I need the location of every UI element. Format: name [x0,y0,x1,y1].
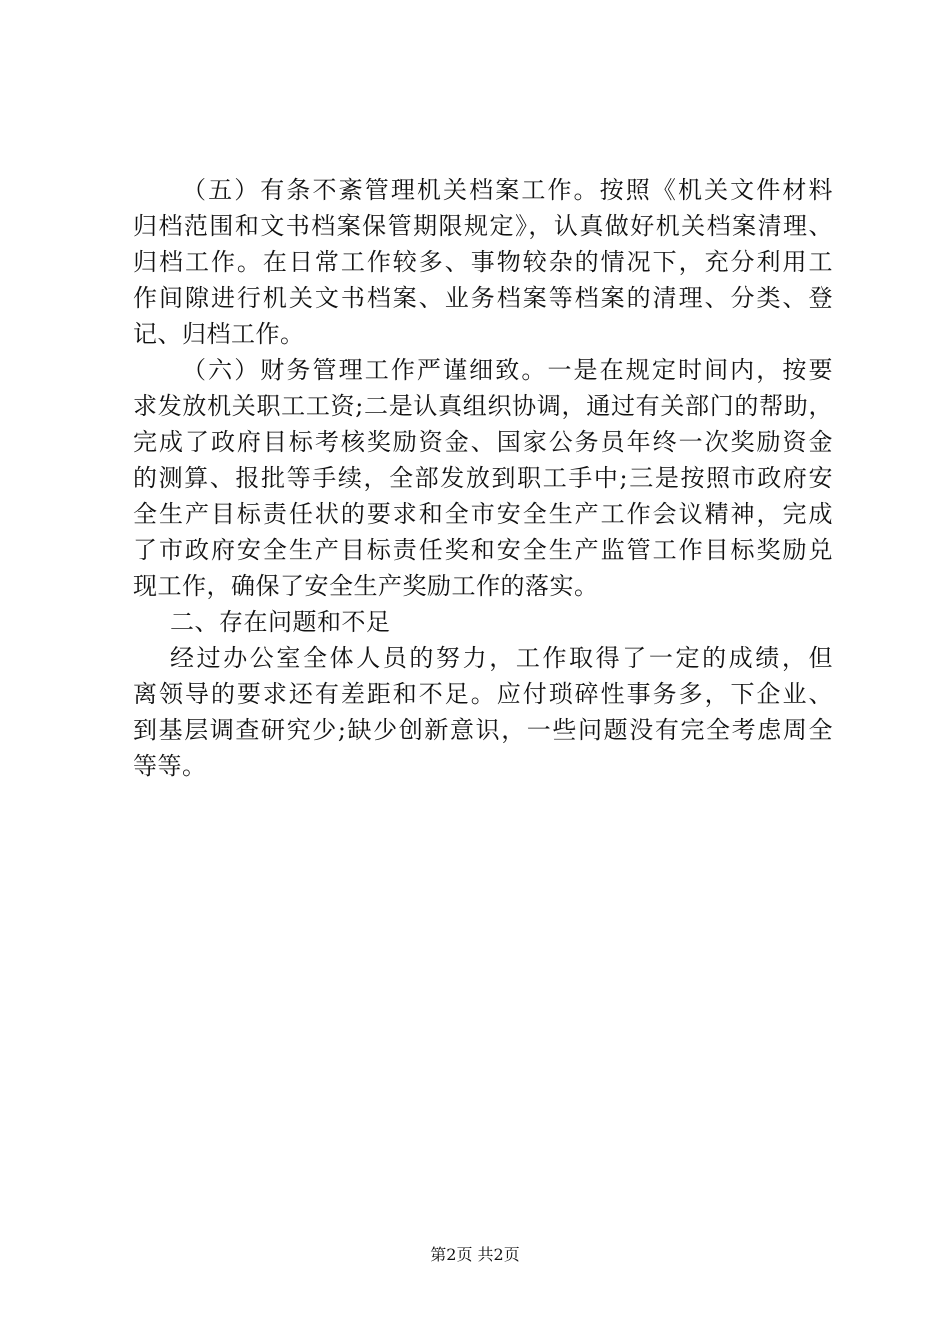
paragraph-line: 经过办公室全体人员的努力，工作取得了一定的成绩，但 [170,644,833,672]
paragraph-line: 归档工作。在日常工作较多、事物较杂的情况下，充分利用工 [133,248,833,276]
page-number-footer: 第2页 共2页 [430,1245,520,1264]
document-body [133,172,833,784]
paragraph-line: 求发放机关职工工资;二是认真组织协调，通过有关部门的帮助， [133,392,833,420]
paragraph-line: （五）有条不紊管理机关档案工作。按照《机关文件材料 [182,176,833,204]
paragraph-line: 完成了政府目标考核奖励资金、国家公务员年终一次奖励资金 [133,428,833,456]
paragraph-line: 的测算、报批等手续，全部发放到职工手中;三是按照市政府安 [133,464,833,492]
section-heading: 二、存在问题和不足 [170,608,391,636]
paragraph-line: 等等。 [133,752,207,780]
paragraph-line: 记、归档工作。 [133,320,305,348]
paragraph-line: 归档范围和文书档案保管期限规定》，认真做好机关档案清理、 [133,212,833,240]
paragraph-line: 了市政府安全生产目标责任奖和安全生产监管工作目标奖励兑 [133,536,833,564]
paragraph-line: 现工作，确保了安全生产奖励工作的落实。 [133,572,599,600]
paragraph-line: 到基层调查研究少;缺少创新意识，一些问题没有完全考虑周全 [133,716,833,744]
paragraph-line: 全生产目标责任状的要求和全市安全生产工作会议精神，完成 [133,500,833,528]
paragraph-line: 离领导的要求还有差距和不足。应付琐碎性事务多，下企业、 [133,680,833,708]
paragraph-line: 作间隙进行机关文书档案、业务档案等档案的清理、分类、登 [133,284,833,312]
paragraph-line: （六）财务管理工作严谨细致。一是在规定时间内，按要 [182,356,833,384]
